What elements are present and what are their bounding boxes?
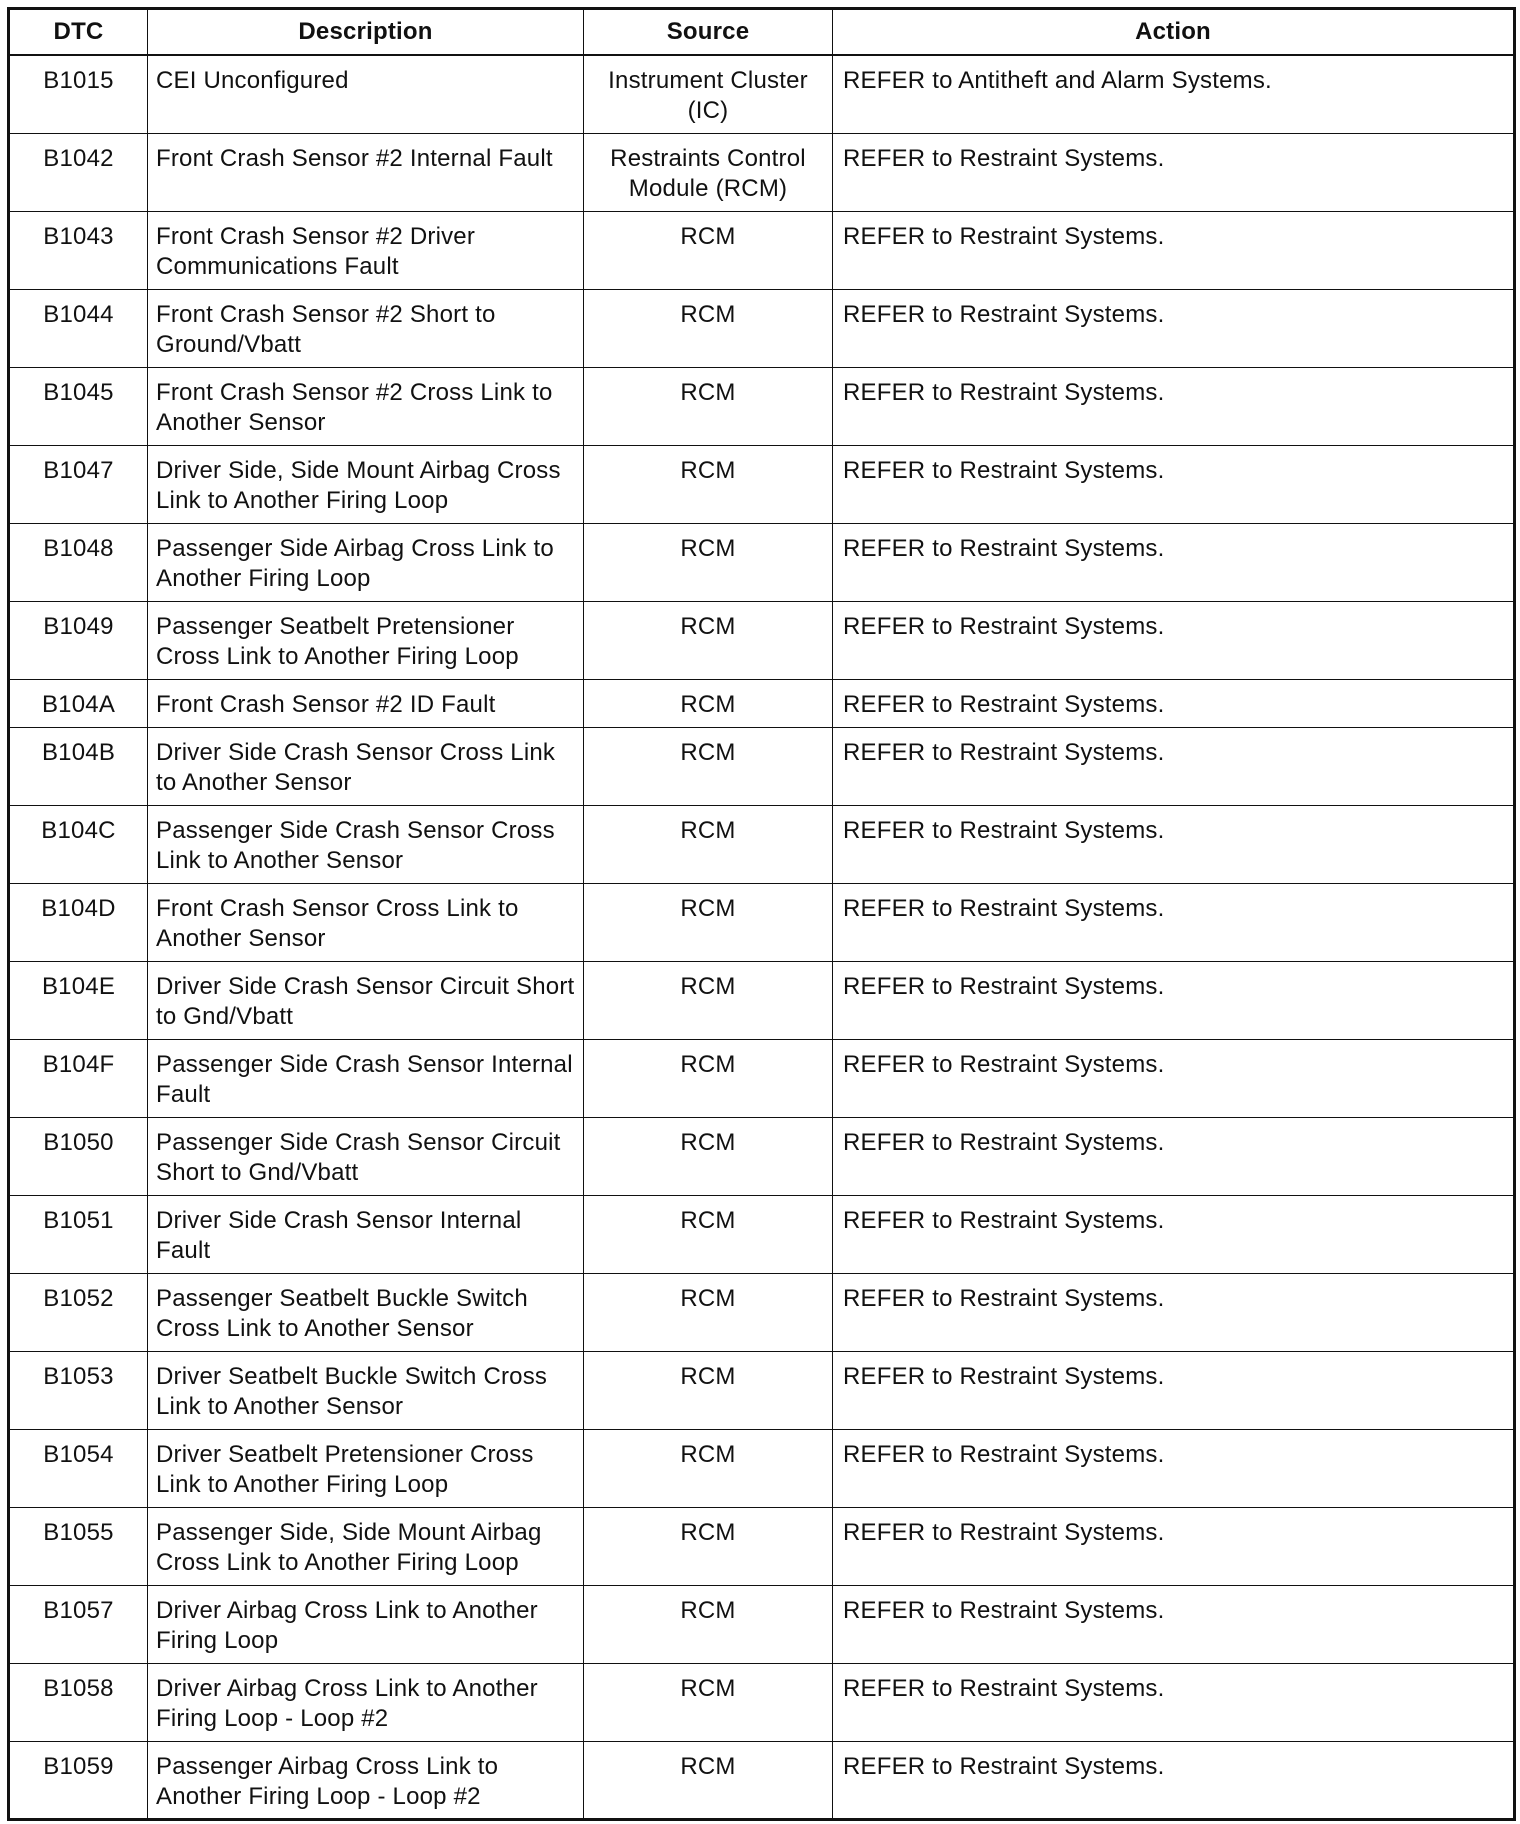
header-dtc: DTC <box>9 9 148 56</box>
table-row <box>9 1117 1515 1195</box>
description-cell: Driver Side, Side Mount Airbag Cross Link to Another Firing Loop <box>148 445 584 523</box>
dtc-cell: B104C <box>9 805 148 883</box>
description-cell: Driver Airbag Cross Link to Another Firing Loop - Loop #2 <box>148 1663 584 1741</box>
action-cell: REFER to Restraint Systems. <box>833 523 1515 601</box>
source-cell: Restraints Control Module (RCM) <box>584 133 833 211</box>
action-cell: REFER to Restraint Systems. <box>833 133 1515 211</box>
description-cell: Passenger Airbag Cross Link to Another Firing Loop - Loop #2 <box>148 1741 584 1819</box>
description-cell: Passenger Side Crash Sensor Circuit Short to Gnd/Vbatt <box>148 1117 584 1195</box>
table-row <box>9 367 1515 445</box>
action-cell: REFER to Restraint Systems. <box>833 1039 1515 1117</box>
source-cell: RCM <box>584 1117 833 1195</box>
description-cell: Driver Seatbelt Buckle Switch Cross Link to Another Sensor <box>148 1351 584 1429</box>
action-cell: REFER to Restraint Systems. <box>833 1117 1515 1195</box>
description-cell: Front Crash Sensor Cross Link to Another Sensor <box>148 883 584 961</box>
action-cell: REFER to Restraint Systems. <box>833 961 1515 1039</box>
dtc-cell: B1047 <box>9 445 148 523</box>
table-row <box>9 961 1515 1039</box>
dtc-cell: B1052 <box>9 1273 148 1351</box>
dtc-cell: B104D <box>9 883 148 961</box>
table-row <box>9 727 1515 805</box>
description-cell: Driver Seatbelt Pretensioner Cross Link to Another Firing Loop <box>148 1429 584 1507</box>
dtc-cell: B1044 <box>9 289 148 367</box>
description-cell: Driver Side Crash Sensor Cross Link to Another Sensor <box>148 727 584 805</box>
table-row <box>9 883 1515 961</box>
dtc-cell: B1058 <box>9 1663 148 1741</box>
action-cell: REFER to Antitheft and Alarm Systems. <box>833 55 1515 133</box>
dtc-cell: B1054 <box>9 1429 148 1507</box>
table-row <box>9 1273 1515 1351</box>
source-cell: RCM <box>584 883 833 961</box>
description-cell: Front Crash Sensor #2 ID Fault <box>148 679 584 727</box>
table-row <box>9 1507 1515 1585</box>
description-cell: Passenger Seatbelt Pretensioner Cross Link to Another Firing Loop <box>148 601 584 679</box>
table-row <box>9 679 1515 727</box>
table-row <box>9 1351 1515 1429</box>
action-cell: REFER to Restraint Systems. <box>833 1429 1515 1507</box>
dtc-cell: B1049 <box>9 601 148 679</box>
description-cell: Passenger Side Crash Sensor Internal Fault <box>148 1039 584 1117</box>
action-cell: REFER to Restraint Systems. <box>833 367 1515 445</box>
description-cell: CEI Unconfigured <box>148 55 584 133</box>
dtc-cell: B1059 <box>9 1741 148 1819</box>
dtc-cell: B1050 <box>9 1117 148 1195</box>
source-cell: RCM <box>584 1663 833 1741</box>
source-cell: RCM <box>584 211 833 289</box>
source-cell: RCM <box>584 445 833 523</box>
table-row <box>9 805 1515 883</box>
description-cell: Front Crash Sensor #2 Cross Link to Another Sensor <box>148 367 584 445</box>
source-cell: RCM <box>584 523 833 601</box>
description-cell: Front Crash Sensor #2 Short to Ground/Vbatt <box>148 289 584 367</box>
dtc-cell: B1042 <box>9 133 148 211</box>
table-row <box>9 1039 1515 1117</box>
description-cell: Passenger Side Airbag Cross Link to Another Firing Loop <box>148 523 584 601</box>
source-cell: Instrument Cluster (IC) <box>584 55 833 133</box>
source-cell: RCM <box>584 1039 833 1117</box>
table-row <box>9 1741 1515 1819</box>
description-cell: Passenger Side, Side Mount Airbag Cross Link to Another Firing Loop <box>148 1507 584 1585</box>
dtc-cell: B104E <box>9 961 148 1039</box>
table-row <box>9 55 1515 133</box>
table-row <box>9 289 1515 367</box>
action-cell: REFER to Restraint Systems. <box>833 601 1515 679</box>
source-cell: RCM <box>584 727 833 805</box>
source-cell: RCM <box>584 1351 833 1429</box>
table-row <box>9 445 1515 523</box>
source-cell: RCM <box>584 1429 833 1507</box>
dtc-cell: B1055 <box>9 1507 148 1585</box>
action-cell: REFER to Restraint Systems. <box>833 1507 1515 1585</box>
table-row <box>9 1663 1515 1741</box>
description-cell: Driver Side Crash Sensor Circuit Short to Gnd/Vbatt <box>148 961 584 1039</box>
table-row <box>9 601 1515 679</box>
description-cell: Driver Airbag Cross Link to Another Firing Loop <box>148 1585 584 1663</box>
table-row <box>9 1195 1515 1273</box>
action-cell: REFER to Restraint Systems. <box>833 289 1515 367</box>
action-cell: REFER to Restraint Systems. <box>833 1273 1515 1351</box>
table-body <box>9 55 1515 1819</box>
description-cell: Front Crash Sensor #2 Internal Fault <box>148 133 584 211</box>
dtc-cell: B1015 <box>9 55 148 133</box>
header-source: Source <box>584 9 833 56</box>
source-cell: RCM <box>584 1195 833 1273</box>
description-cell: Passenger Seatbelt Buckle Switch Cross Link to Another Sensor <box>148 1273 584 1351</box>
action-cell: REFER to Restraint Systems. <box>833 805 1515 883</box>
header-action: Action <box>833 9 1515 56</box>
header-row <box>9 9 1515 56</box>
dtc-cell: B104B <box>9 727 148 805</box>
dtc-cell: B1057 <box>9 1585 148 1663</box>
source-cell: RCM <box>584 1507 833 1585</box>
table-row <box>9 1585 1515 1663</box>
action-cell: REFER to Restraint Systems. <box>833 883 1515 961</box>
source-cell: RCM <box>584 1741 833 1819</box>
action-cell: REFER to Restraint Systems. <box>833 1351 1515 1429</box>
table-row <box>9 1429 1515 1507</box>
dtc-cell: B104A <box>9 679 148 727</box>
source-cell: RCM <box>584 367 833 445</box>
action-cell: REFER to Restraint Systems. <box>833 1741 1515 1819</box>
source-cell: RCM <box>584 805 833 883</box>
dtc-cell: B1051 <box>9 1195 148 1273</box>
action-cell: REFER to Restraint Systems. <box>833 1663 1515 1741</box>
dtc-cell: B1045 <box>9 367 148 445</box>
dtc-cell: B104F <box>9 1039 148 1117</box>
table-row <box>9 523 1515 601</box>
action-cell: REFER to Restraint Systems. <box>833 727 1515 805</box>
source-cell: RCM <box>584 289 833 367</box>
dtc-table <box>7 7 1516 1821</box>
dtc-cell: B1048 <box>9 523 148 601</box>
dtc-cell: B1043 <box>9 211 148 289</box>
action-cell: REFER to Restraint Systems. <box>833 1585 1515 1663</box>
source-cell: RCM <box>584 1585 833 1663</box>
action-cell: REFER to Restraint Systems. <box>833 679 1515 727</box>
table-row <box>9 211 1515 289</box>
description-cell: Passenger Side Crash Sensor Cross Link to Another Sensor <box>148 805 584 883</box>
header-description: Description <box>148 9 584 56</box>
table-header <box>9 9 1515 56</box>
source-cell: RCM <box>584 1273 833 1351</box>
source-cell: RCM <box>584 601 833 679</box>
action-cell: REFER to Restraint Systems. <box>833 211 1515 289</box>
dtc-cell: B1053 <box>9 1351 148 1429</box>
source-cell: RCM <box>584 961 833 1039</box>
source-cell: RCM <box>584 679 833 727</box>
action-cell: REFER to Restraint Systems. <box>833 1195 1515 1273</box>
description-cell: Driver Side Crash Sensor Internal Fault <box>148 1195 584 1273</box>
table-row <box>9 133 1515 211</box>
description-cell: Front Crash Sensor #2 Driver Communications Fault <box>148 211 584 289</box>
action-cell: REFER to Restraint Systems. <box>833 445 1515 523</box>
